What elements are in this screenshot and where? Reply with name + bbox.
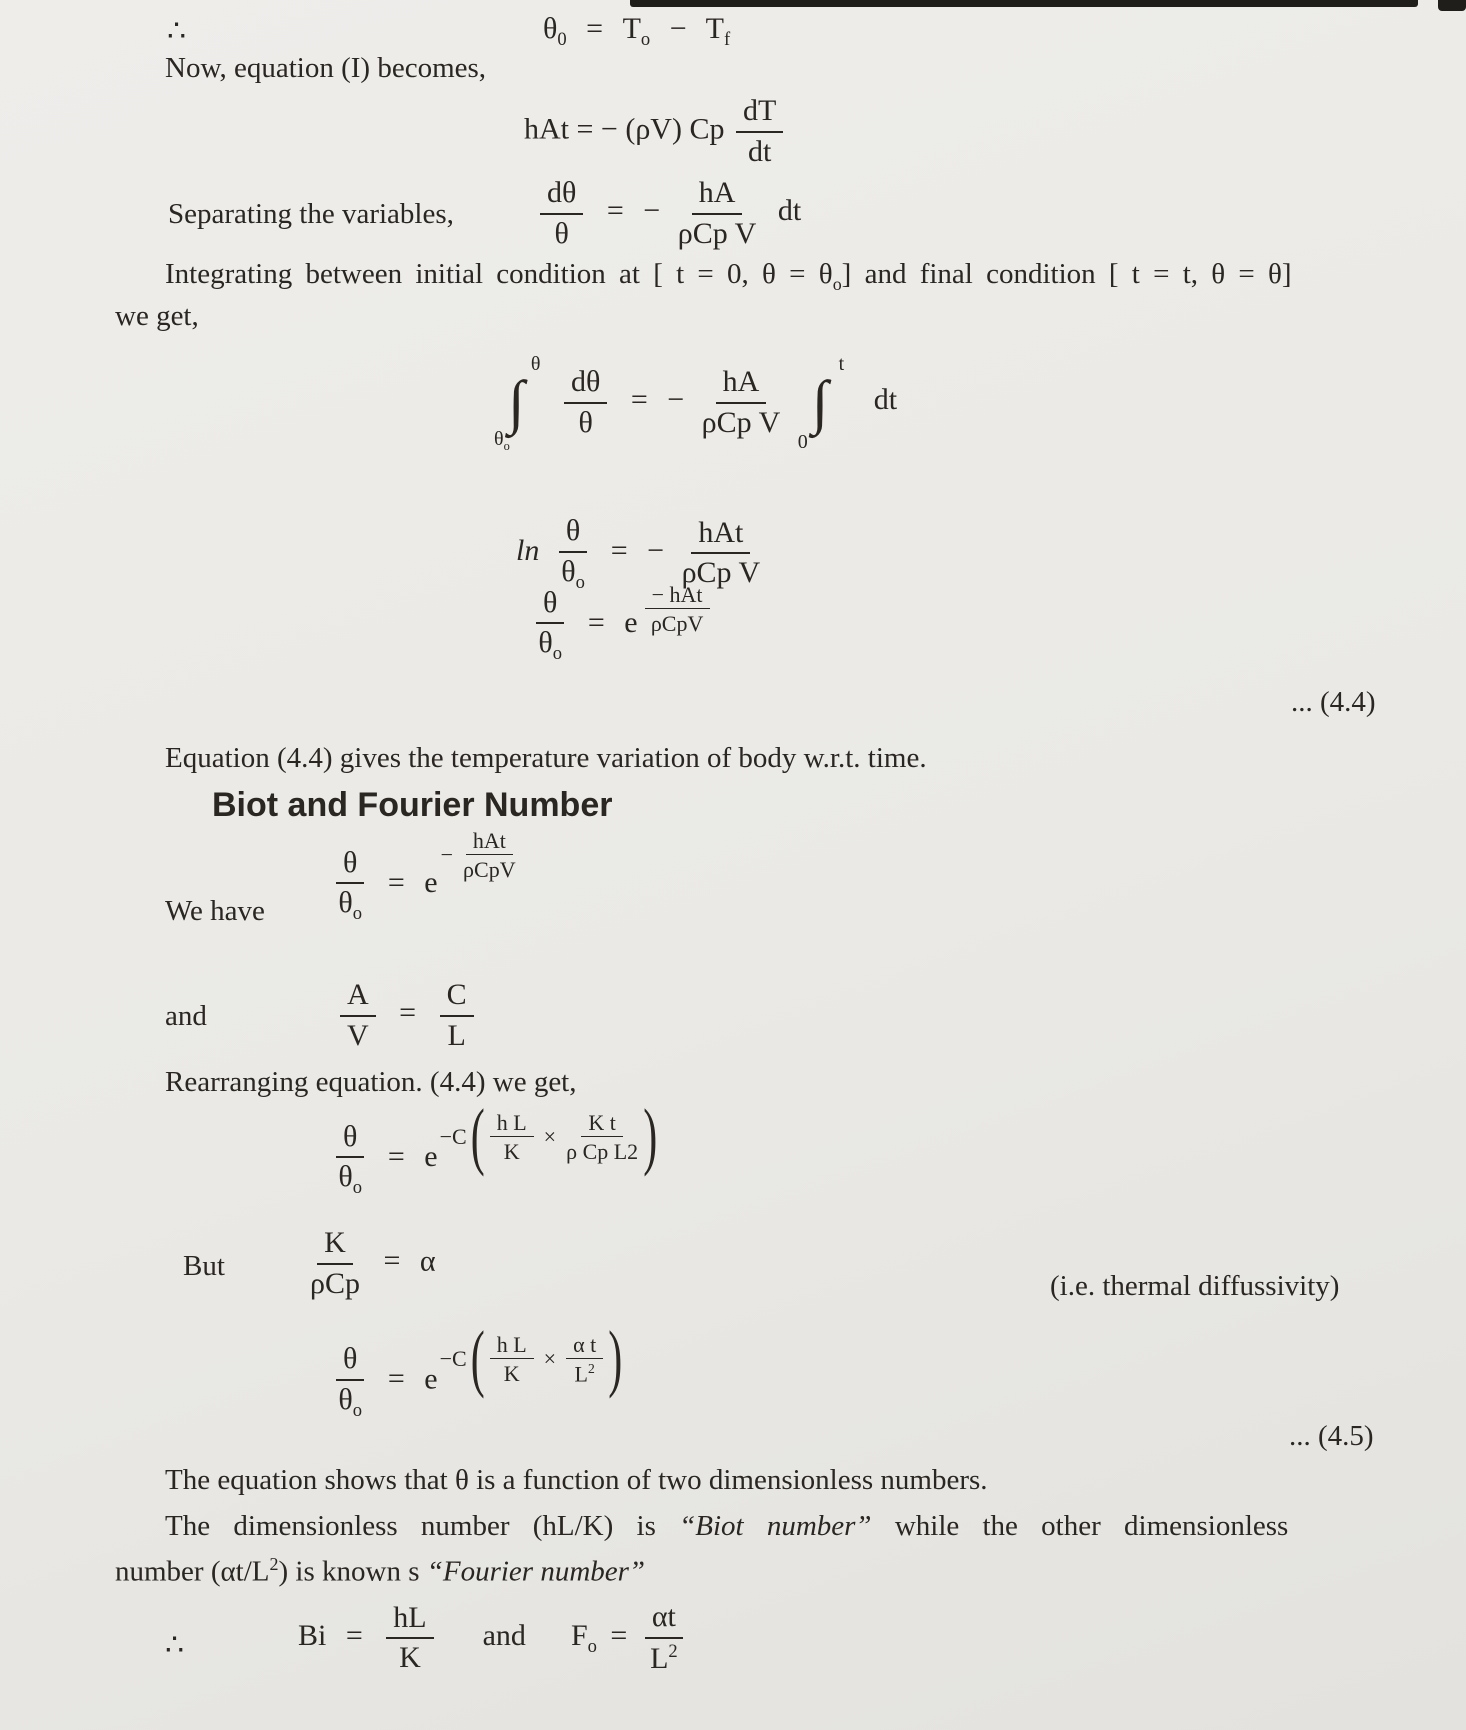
denominator: dt: [747, 134, 772, 168]
operator-equals: =: [587, 606, 605, 639]
fraction: [540, 176, 583, 251]
numerator: α t: [566, 1332, 603, 1359]
subscript: o: [352, 1177, 363, 1199]
operator-minus: −: [667, 383, 685, 417]
math-term: dt: [777, 194, 802, 228]
fraction: [490, 1332, 534, 1387]
superscript: 2: [668, 1640, 678, 1662]
body-text: The dimensionless number (hL/K) is: [165, 1510, 680, 1542]
denominator: K: [503, 1361, 520, 1387]
equation-diffusivity: [306, 1226, 436, 1301]
multiply-sign: ×: [543, 1124, 557, 1150]
note-thermal-diffusivity: [1050, 1270, 1339, 1303]
numerator: hA: [716, 365, 767, 404]
paragraph-function-dimensionless: [165, 1464, 988, 1497]
exponent: [641, 582, 714, 637]
denominator: K: [399, 1641, 421, 1674]
fourier-number-italic: “Fourier number”: [426, 1555, 646, 1588]
fraction: [702, 365, 781, 440]
big-paren-right: ): [608, 1318, 623, 1401]
math-term: T: [705, 12, 724, 45]
fraction: [566, 1332, 603, 1387]
integral-sign: [797, 353, 846, 453]
body-text: Now, equation (I) becomes,: [165, 52, 487, 84]
denominator: ρCp V: [701, 405, 781, 439]
math-term: F: [570, 1618, 588, 1652]
numerator: K: [317, 1226, 353, 1265]
subscript: o: [587, 1635, 597, 1657]
operator-minus: −: [669, 12, 687, 45]
denominator: $L^2$: [574, 1361, 595, 1387]
math-term: θ: [543, 12, 558, 45]
paragraph-integrating-line2: [115, 300, 199, 333]
paragraph-dimensionless-line2: [115, 1554, 645, 1589]
fraction: [536, 586, 564, 665]
math-term: hAt = − (ρV) Cp: [524, 112, 725, 146]
equation-biot-fourier-definitions: [298, 1600, 687, 1676]
therefore-symbol-1: [167, 14, 186, 49]
denominator: K: [503, 1139, 520, 1165]
label-separating-variables: [168, 198, 454, 231]
operator-equals: =: [610, 1618, 628, 1652]
numerator: θ: [336, 1120, 364, 1159]
integral-upper-limit: t: [838, 353, 845, 375]
integral-glyph: ∫: [811, 369, 829, 435]
fraction: [736, 94, 783, 169]
operator-equals: =: [606, 194, 624, 228]
numerator: hAt: [466, 828, 513, 855]
fraction: [336, 1120, 364, 1199]
numerator: hL: [386, 1601, 433, 1640]
caption-equation-4-4: [165, 742, 927, 775]
subscript: o: [352, 1399, 363, 1421]
paragraph-dimensionless-line1: [165, 1510, 1288, 1543]
operator-equals: =: [345, 1618, 363, 1652]
body-text: But: [183, 1250, 225, 1282]
therefore-symbol-2: [165, 1628, 184, 1663]
integral-lower-limit: $\theta_o$: [494, 428, 510, 453]
body-text: Rearranging equation. (4.4) we get,: [165, 1066, 577, 1098]
paragraph-integrating-line1: [165, 258, 1292, 295]
body-text: We have: [165, 895, 265, 927]
numerator: A: [340, 978, 376, 1017]
equation-rearranged: [332, 1095, 658, 1199]
therefore-glyph: ∴: [167, 15, 187, 48]
multiply-sign: ×: [543, 1346, 557, 1372]
biot-number-italic: “Biot number”: [679, 1510, 872, 1542]
operator-minus: −: [643, 194, 661, 228]
exponent: [441, 828, 520, 883]
body-text: ] and final condition [ t = t, θ = θ]: [841, 258, 1292, 290]
section-heading-text: Biot and Fourier Number: [212, 786, 613, 824]
euler-e: e: [624, 606, 638, 639]
scan-artifact-top-bar: [630, 0, 1418, 7]
denominator: $\theta_o$: [338, 1382, 363, 1421]
body-text: Integrating between initial condition at [ t = 0, θ = θ: [165, 258, 833, 290]
big-paren-right: ): [643, 1095, 658, 1179]
operator-minus: −: [647, 534, 665, 568]
equation-number: ... (4.4): [1291, 686, 1376, 718]
alpha-symbol: α: [419, 1244, 436, 1278]
math-term: Bi: [298, 1618, 327, 1652]
subscript: o: [352, 903, 363, 925]
heading-biot-fourier: [212, 786, 612, 825]
exponent: [439, 1318, 624, 1401]
subscript: o: [503, 439, 510, 453]
line-now-equation: [165, 52, 486, 85]
math-term: dt: [873, 383, 898, 417]
operator-equals: =: [387, 1362, 405, 1396]
numerator: θ: [336, 1342, 364, 1381]
fraction: [336, 846, 364, 925]
equation-ref-4-4: [1291, 686, 1376, 719]
euler-e: e: [424, 1140, 438, 1174]
body-text: number (αt/L: [115, 1555, 270, 1588]
denominator: L: [447, 1018, 466, 1052]
big-paren-left: (: [470, 1095, 485, 1179]
denominator: $\theta_o$: [338, 886, 363, 925]
superscript: 2: [269, 1554, 279, 1574]
numerator: θ: [559, 514, 587, 553]
therefore-glyph: ∴: [165, 1629, 185, 1662]
numerator: C: [440, 978, 474, 1017]
denominator: ρCp V: [681, 556, 761, 590]
operator-equals: =: [586, 12, 604, 45]
euler-e: e: [424, 866, 438, 900]
integral-upper-limit: θ: [530, 353, 541, 375]
numerator: hAt: [691, 516, 750, 555]
subscript: o: [552, 643, 563, 665]
numerator: αt: [645, 1600, 683, 1639]
fraction: [566, 1110, 638, 1165]
operator-equals: =: [387, 1140, 405, 1174]
subscript: f: [723, 29, 731, 50]
subscript: o: [832, 273, 842, 294]
body-text: Separating the variables,: [168, 198, 454, 230]
subscript: o: [640, 29, 651, 50]
equation-theta0-definition: [543, 12, 730, 51]
denominator: ρCp V: [677, 216, 757, 250]
denominator: θ: [554, 216, 569, 250]
big-paren-left: (: [470, 1318, 485, 1401]
fraction: [645, 582, 710, 637]
fraction: [682, 516, 761, 591]
scan-artifact-top-corner: [1438, 0, 1466, 11]
denominator: $\theta_o$: [338, 1160, 363, 1199]
numerator: θ: [536, 586, 564, 625]
body-text: Equation (4.4) gives the temperature variation of body w.r.t. time.: [165, 742, 927, 774]
body-text: while the other dimensionless: [871, 1510, 1289, 1542]
equation-4-4: [532, 582, 714, 665]
numerator: − hAt: [645, 582, 710, 609]
denominator: ρ Cp L2: [566, 1139, 639, 1165]
body-text: we get,: [115, 300, 199, 332]
numerator: θ: [336, 846, 364, 885]
exponent-coefficient: −C: [439, 1346, 467, 1372]
label-and: [165, 1000, 207, 1033]
equation-separated: [536, 176, 801, 251]
equation-area-volume: [336, 978, 478, 1053]
equation-we-have: [332, 828, 520, 925]
ln-symbol: ln: [516, 534, 540, 568]
equation-hAt: [524, 94, 787, 169]
exponent-coefficient: −C: [439, 1124, 467, 1150]
operator-equals: =: [630, 383, 648, 417]
fraction: [564, 365, 607, 440]
fraction: [490, 1110, 534, 1165]
numerator: hA: [692, 176, 743, 215]
fraction: [645, 1600, 683, 1676]
operator-equals: =: [399, 996, 417, 1030]
body-text: ) is known s: [278, 1555, 427, 1588]
numerator: dθ: [540, 176, 583, 215]
fraction: [336, 1342, 364, 1421]
numerator: K t: [581, 1110, 623, 1137]
label-but: [183, 1250, 225, 1283]
equation-4-5: [332, 1318, 623, 1421]
denominator: $L^2$: [650, 1640, 678, 1675]
denominator: ρCpV: [463, 857, 516, 883]
superscript: 2: [587, 1361, 595, 1377]
line-rearranging: [165, 1066, 577, 1099]
fraction: [440, 978, 474, 1053]
body-text: The equation shows that θ is a function of two dimensionless numbers.: [165, 1464, 988, 1496]
fraction: [463, 828, 516, 883]
denominator: ρCp: [310, 1266, 360, 1300]
operator-minus: −: [440, 842, 454, 868]
operator-equals: =: [387, 866, 405, 900]
label-we-have: [165, 895, 265, 928]
numerator: h L: [490, 1110, 534, 1137]
body-text: (i.e. thermal diffussivity): [1050, 1270, 1340, 1302]
numerator: h L: [490, 1332, 534, 1359]
exponent: [439, 1095, 659, 1179]
equation-number: ... (4.5): [1289, 1420, 1374, 1452]
equation-ref-4-5: [1289, 1420, 1374, 1453]
body-text: and: [165, 1000, 207, 1032]
integral-lower-limit: 0: [797, 431, 808, 453]
fraction: [678, 176, 757, 251]
numerator: dθ: [564, 365, 607, 404]
fraction: [310, 1226, 360, 1301]
operator-equals: =: [383, 1244, 401, 1278]
subscript: o: [575, 571, 585, 593]
math-term: T: [622, 12, 641, 45]
denominator: $\theta_o$: [561, 554, 585, 593]
fraction: [386, 1601, 433, 1676]
euler-e: e: [424, 1362, 438, 1396]
denominator: ρCpV: [650, 611, 704, 637]
denominator: $\theta_o$: [538, 626, 563, 665]
integral-sign: [494, 353, 542, 453]
body-text: and: [482, 1618, 526, 1652]
integral-glyph: ∫: [508, 369, 525, 435]
numerator: dT: [736, 94, 783, 133]
denominator: V: [347, 1018, 369, 1052]
subscript: 0: [557, 29, 567, 50]
operator-equals: =: [610, 534, 628, 568]
equation-integral: [488, 353, 898, 453]
denominator: θ: [578, 405, 593, 439]
fraction: [340, 978, 376, 1053]
